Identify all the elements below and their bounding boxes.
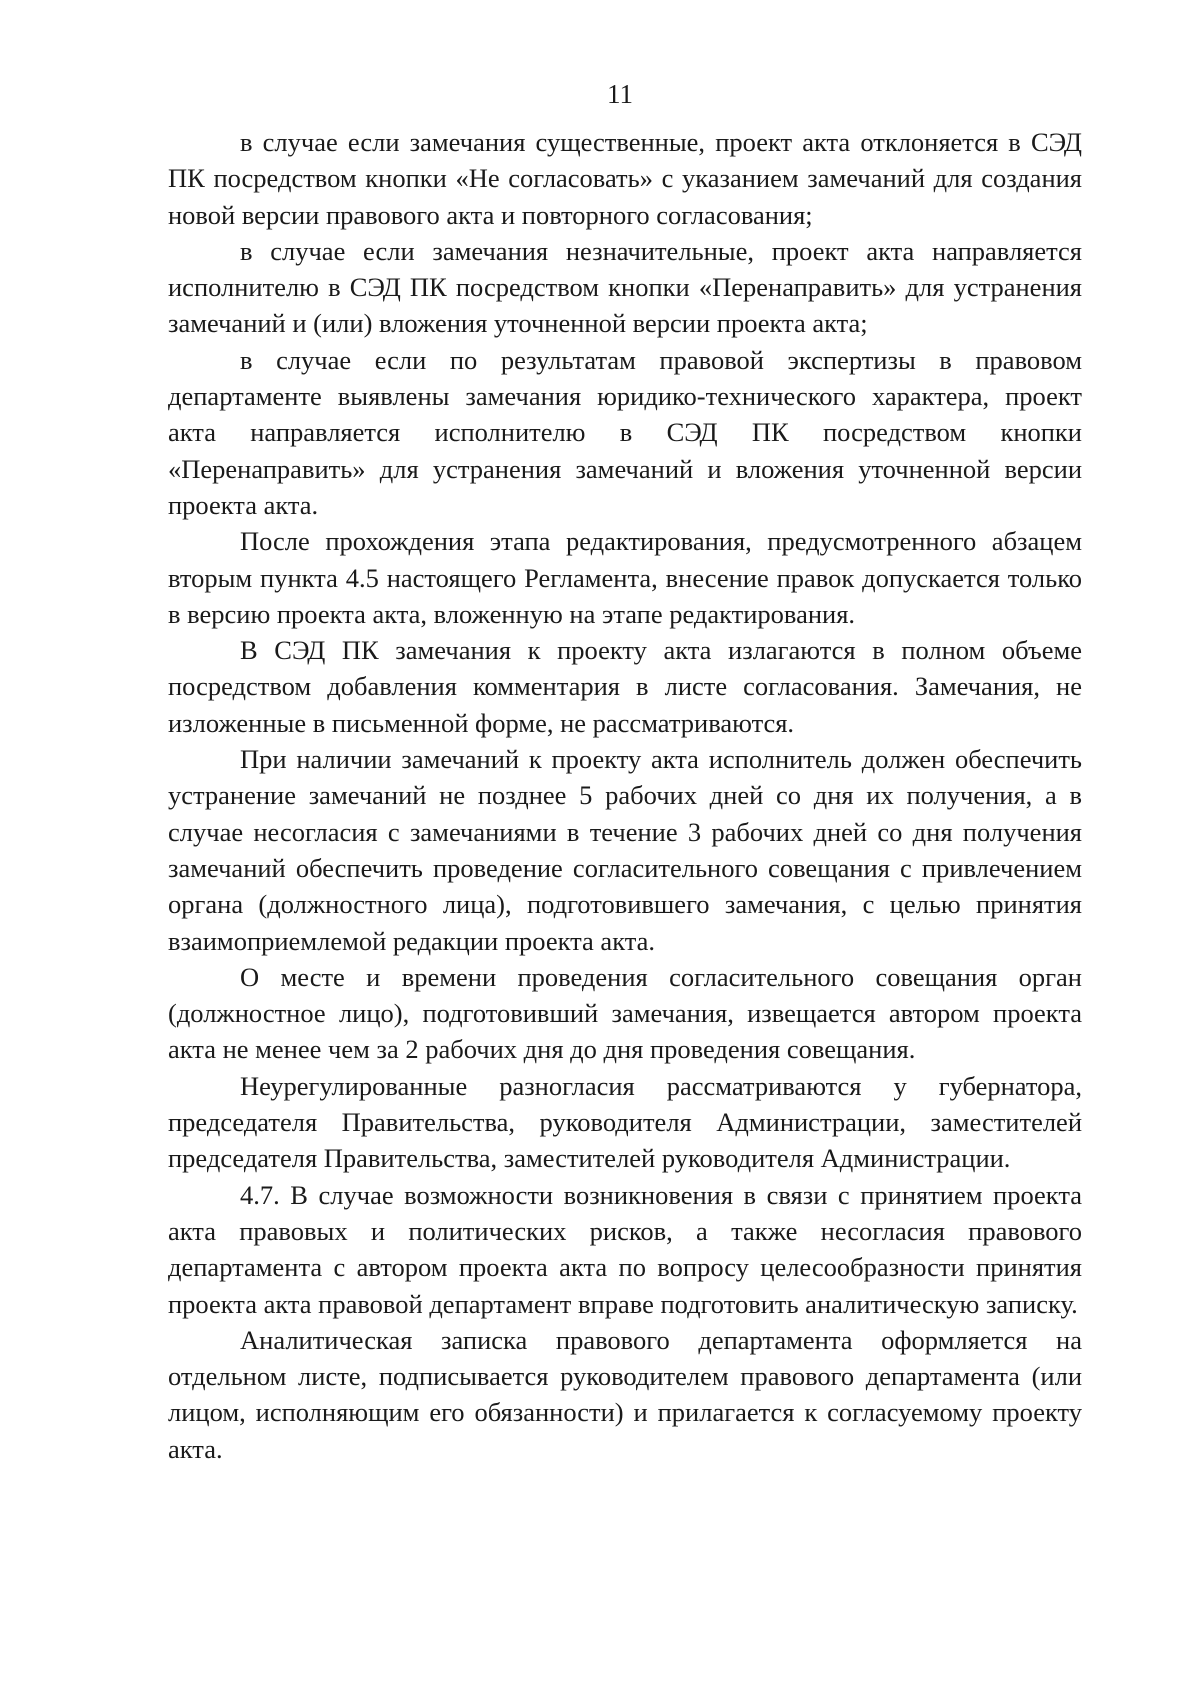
paragraph-comments-significant: в случае если замечания существенные, проект акта отклоняется в СЭД ПК посредством кнопки «Не согласовать» с указанием замечаний для создания новой версии правового акта и повторного согласования;	[168, 127, 1082, 230]
paragraph-section-4-7: 4.7. В случае возможности возникновения в связи с принятием проекта акта правовых и политических рисков, а также несогласия правового департамента с автором проекта акта по вопросу целесообразности принятия проекта акта правовой департамент вправе подготовить аналитическую записку.	[168, 1179, 1082, 1319]
paragraph-legal-expertise: в случае если по результатам правовой экспертизы в правовом департаменте выявлены замечания юридико-технического характера, проект акта направляется исполнителю в СЭД ПК посредством кнопки «Перенаправить» для устранения замечаний и вложения уточненной версии проекта акта.	[168, 344, 1082, 520]
paragraph-comments-resolution: При наличии замечаний к проекту акта исполнитель должен обеспечить устранение замечаний не позднее 5 рабочих дней со дня их получения, а в случае несогласия с замечаниями в течение 3 рабочих дней со дня получения замечаний обеспечить проведение согласительного совещания с привлечением органа (должностного лица), подготовившего замечания, с целью принятия взаимоприемлемой редакции проекта акта.	[168, 744, 1082, 956]
paragraph-after-editing: После прохождения этапа редактирования, предусмотренного абзацем вторым пункта 4.5 настоящего Регламента, внесение правок допускается только в версию проекта акта, вложенную на этапе редактирования.	[168, 526, 1082, 629]
paragraph-comments-minor: в случае если замечания незначительные, проект акта направляется исполнителю в СЭД ПК посредством кнопки «Перенаправить» для устранения замечаний и (или) вложения уточненной версии проекта акта;	[168, 235, 1082, 339]
page-number: 11	[607, 79, 633, 109]
paragraph-meeting-notice: О месте и времени проведения согласительного совещания орган (должностное лицо), подготовивший замечания, извещается автором проекта акта не менее чем за 2 рабочих дня до дня проведения совещания.	[168, 961, 1082, 1065]
paragraph-comments-written: В СЭД ПК замечания к проекту акта излагаются в полном объеме посредством добавления комментария в листе согласования. Замечания, не изложенные в письменной форме, не рассматриваются.	[168, 635, 1082, 738]
document-body	[168, 124, 1082, 1467]
paragraph-analytical-note: Аналитическая записка правового департамента оформляется на отдельном листе, подписывается руководителем правового департамента (или лицом, исполняющим его обязанности) и прилагается к согласуемому проекту акта.	[168, 1324, 1082, 1464]
paragraph-unresolved-disagreements: Неурегулированные разногласия рассматриваются у губернатора, председателя Правительства, руководителя Администрации, заместителей председателя Правительства, заместителей руководителя Администрации.	[168, 1070, 1082, 1174]
